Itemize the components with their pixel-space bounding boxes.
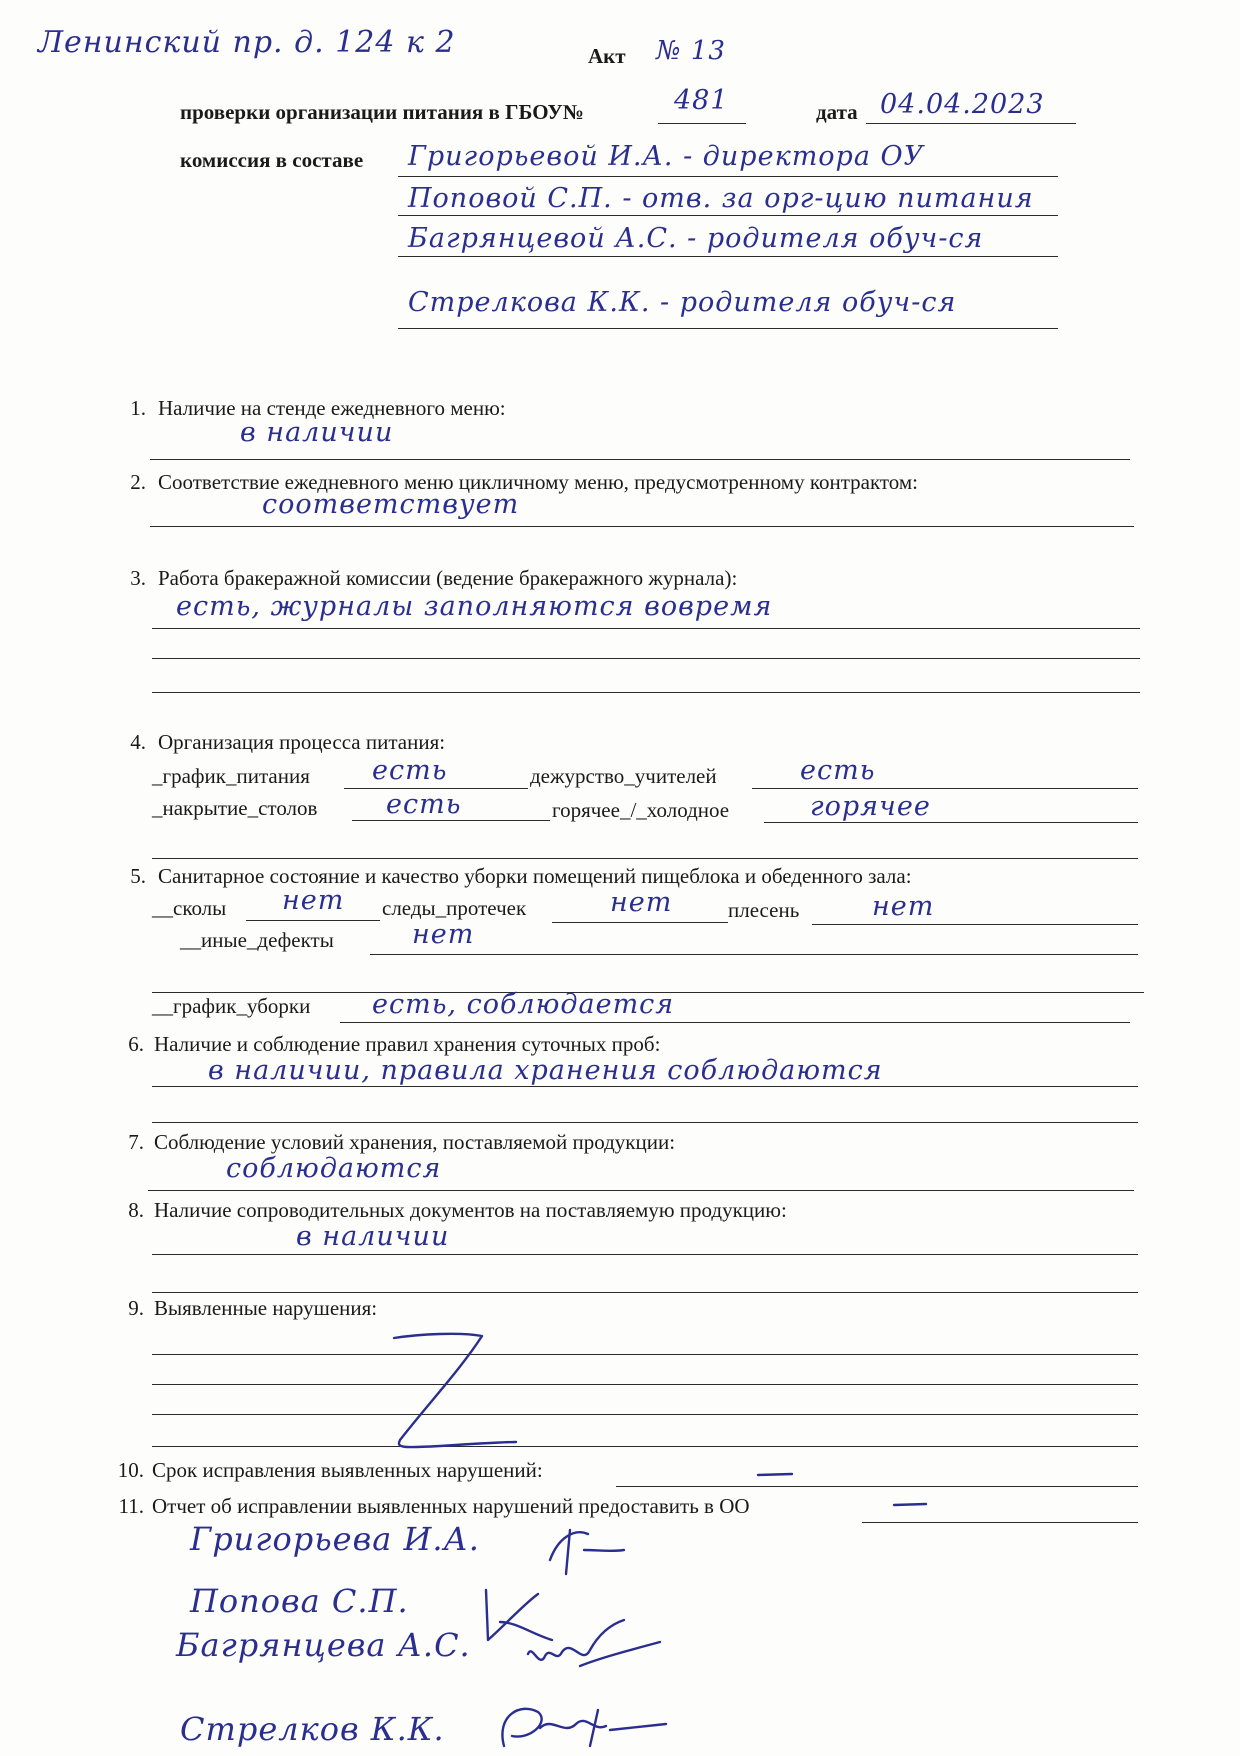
- subject-label: проверки организации питания в ГБОУ№: [180, 100, 584, 124]
- chips-value: нет: [282, 885, 345, 916]
- mold-label: плесень: [728, 898, 800, 922]
- section-8-number: 8.: [128, 1198, 144, 1222]
- teacher-duty-label: дежурство_учителей: [530, 764, 717, 788]
- signature-name-2: Попова С.П.: [190, 1582, 409, 1620]
- section-9-number: 9.: [128, 1296, 144, 1320]
- signature-name-3: Багрянцева А.С.: [176, 1626, 471, 1664]
- hot-cold-value: горячее: [810, 791, 931, 822]
- signature-scribble-4: [490, 1696, 670, 1756]
- commission-member-2: Поповой С.П. - отв. за орг-цию питания: [408, 183, 1034, 214]
- table-setting-label: _накрытие_столов: [152, 796, 318, 820]
- table-setting-value: есть: [386, 789, 462, 820]
- school-number: 481: [674, 85, 729, 116]
- commission-member-4: Стрелкова К.К. - родителя обуч-ся: [408, 287, 957, 318]
- section-6-number: 6.: [128, 1032, 144, 1056]
- hot-cold-label: горячее_/_холодное: [552, 798, 730, 822]
- section-3-answer: есть, журналы заполняются вовремя: [176, 591, 773, 622]
- section-8-title: Наличие сопроводительных документов на поставляемую продукцию:: [154, 1198, 787, 1222]
- meal-schedule-label: _график_питания: [152, 764, 310, 788]
- cleaning-schedule-label: __график_уборки: [152, 994, 311, 1018]
- commission-member-3: Багрянцевой А.С. - родителя обуч-ся: [408, 223, 984, 254]
- section-2-title: Соответствие ежедневного меню цикличному меню, предусмотренному контрактом:: [158, 470, 919, 494]
- other-defects-value: нет: [412, 919, 475, 950]
- act-title: Акт: [588, 44, 626, 68]
- section-3-number: 3.: [130, 566, 146, 590]
- dash-mark-2: [892, 1500, 932, 1510]
- chips-label: __сколы: [152, 896, 227, 920]
- leaks-value: нет: [610, 887, 673, 918]
- section-7-number: 7.: [128, 1130, 144, 1154]
- meal-schedule-value: есть: [372, 755, 448, 786]
- commission-member-1: Григорьевой И.А. - директора ОУ: [408, 141, 925, 172]
- section-6-title: Наличие и соблюдение правил хранения суточных проб:: [154, 1032, 661, 1056]
- signature-name-4: Стрелков К.К.: [180, 1710, 445, 1748]
- dash-mark: [756, 1470, 796, 1480]
- section-11-title: Отчет об исправлении выявленных нарушений предоставить в ОО: [152, 1494, 750, 1518]
- section-9-title: Выявленные нарушения:: [154, 1296, 378, 1320]
- section-4-title: Организация процесса питания:: [158, 730, 446, 754]
- section-2-number: 2.: [130, 470, 146, 494]
- section-4-number: 4.: [130, 730, 146, 754]
- date-value: 04.04.2023: [880, 89, 1045, 120]
- section-7-title: Соблюдение условий хранения, поставляемой продукции:: [154, 1130, 676, 1154]
- section-8-answer: в наличии: [296, 1221, 450, 1252]
- section-10-title: Срок исправления выявленных нарушений:: [152, 1458, 543, 1482]
- signature-scribble-3: [520, 1614, 670, 1694]
- section-10-number: 10.: [117, 1458, 144, 1482]
- cleaning-schedule-value: есть, соблюдается: [372, 989, 675, 1020]
- signature-scribble-1: [544, 1520, 634, 1580]
- section-1-number: 1.: [130, 396, 146, 420]
- mold-value: нет: [872, 891, 935, 922]
- section-6-answer: в наличии, правила хранения соблюдаются: [208, 1055, 883, 1086]
- section-3-title: Работа бракеражной комиссии (ведение бракеражного журнала):: [158, 566, 738, 590]
- strikethrough-z-mark: [380, 1320, 540, 1460]
- commission-label: комиссия в составе: [180, 148, 364, 172]
- signature-name-1: Григорьева И.А.: [190, 1520, 480, 1558]
- section-5-number: 5.: [130, 864, 146, 888]
- section-1-title: Наличие на стенде ежедневного меню:: [158, 396, 506, 420]
- section-11-number: 11.: [118, 1494, 144, 1518]
- section-2-answer: соответствует: [262, 489, 520, 520]
- section-5-title: Санитарное состояние и качество уборки помещений пищеблока и обеденного зала:: [158, 864, 912, 888]
- section-1-answer: в наличии: [240, 417, 394, 448]
- teacher-duty-value: есть: [800, 755, 876, 786]
- address-handwritten: Ленинский пр. д. 124 к 2: [38, 25, 456, 60]
- section-7-answer: соблюдаются: [226, 1153, 442, 1184]
- date-label: дата: [816, 100, 858, 124]
- other-defects-label: __иные_дефекты: [180, 928, 334, 952]
- leaks-label: следы_протечек: [382, 896, 527, 920]
- act-number: № 13: [656, 36, 726, 66]
